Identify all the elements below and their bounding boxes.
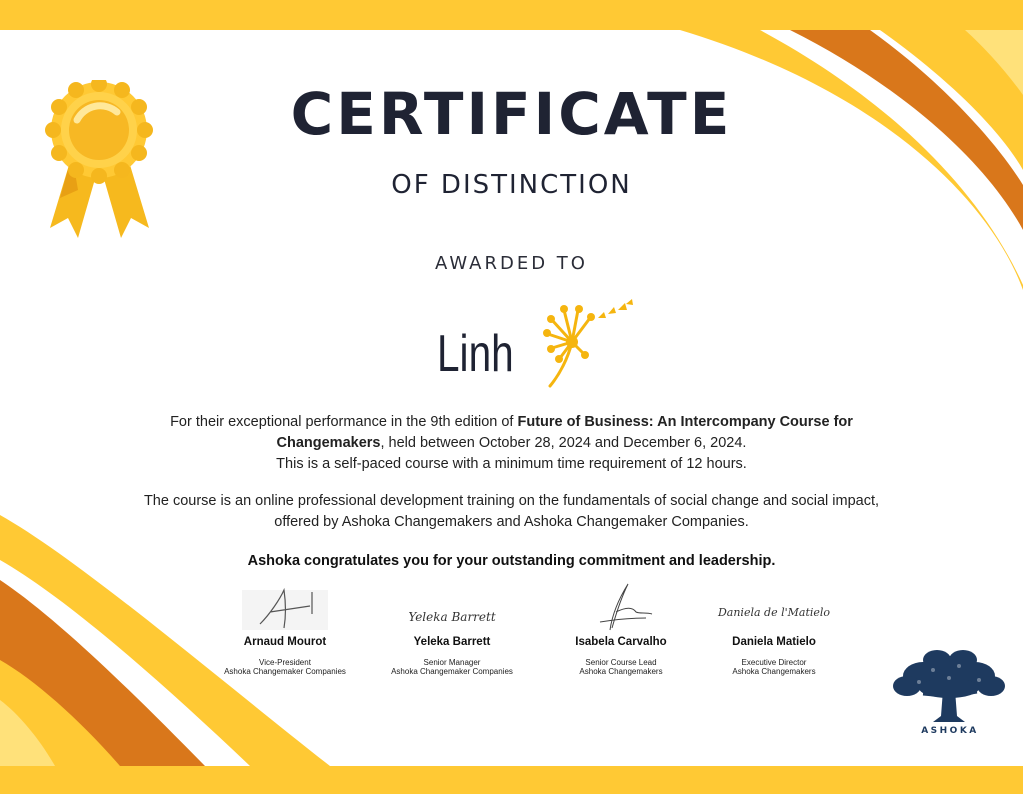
- signature-image: Yeleka Barrett: [408, 610, 496, 624]
- certificate-title: CERTIFICATE: [290, 80, 733, 148]
- signature-image: Daniela de l'Matielo: [717, 606, 831, 619]
- course-dates-text: , held between October 28, 2024 and December 6, 2024.: [380, 435, 747, 451]
- signatory-name: Yeleka Barrett: [413, 636, 491, 648]
- course-duration-text: This is a self-paced course with a minimum time requirement of 12 hours.: [276, 456, 747, 472]
- course-about-text: The course is an online professional development training on the fundamentals of social change and social impact, offered by Ashoka Changemakers and Ashoka Changemaker Companies.: [143, 493, 880, 530]
- certificate-subtitle: OF DISTINCTION: [391, 170, 632, 200]
- recipient-name: Linh: [437, 325, 514, 383]
- signatory-role: Senior Course Lead: [585, 658, 657, 667]
- course-intro-text: For their exceptional performance in the 9th edition of: [170, 414, 518, 430]
- signatory-isabela: [541, 578, 701, 676]
- awarded-to-label: AWARDED TO: [435, 253, 588, 274]
- signatory-org: Ashoka Changemakers: [579, 667, 663, 676]
- dandelion-icon: [538, 298, 638, 390]
- ashoka-logo-text: ASHOKA: [921, 726, 979, 736]
- congratulations-text: Ashoka congratulates you for your outstanding commitment and leadership.: [247, 553, 776, 569]
- signatory-arnaud: [205, 584, 365, 676]
- tree-icon: [893, 646, 1005, 724]
- signatory-name: Arnaud Mourot: [243, 636, 327, 648]
- signature-image: [240, 584, 330, 634]
- course-description: [140, 412, 883, 475]
- signatory-daniela: [694, 600, 854, 676]
- signatory-org: Ashoka Changemaker Companies: [391, 667, 513, 676]
- signatory-yeleka: [372, 598, 532, 676]
- signatory-name: Isabela Carvalho: [575, 636, 667, 648]
- signatory-org: Ashoka Changemakers: [732, 667, 816, 676]
- signatory-org: Ashoka Changemaker Companies: [224, 667, 346, 676]
- course-name: Future of Business: An Intercompany Course for Changemakers: [276, 414, 853, 451]
- signatory-role: Senior Manager: [423, 658, 481, 667]
- signatory-role: Executive Director: [741, 658, 807, 667]
- signatory-role: Vice-President: [259, 658, 311, 667]
- signature-image: [576, 578, 666, 634]
- signatory-name: Daniela Matielo: [732, 636, 816, 648]
